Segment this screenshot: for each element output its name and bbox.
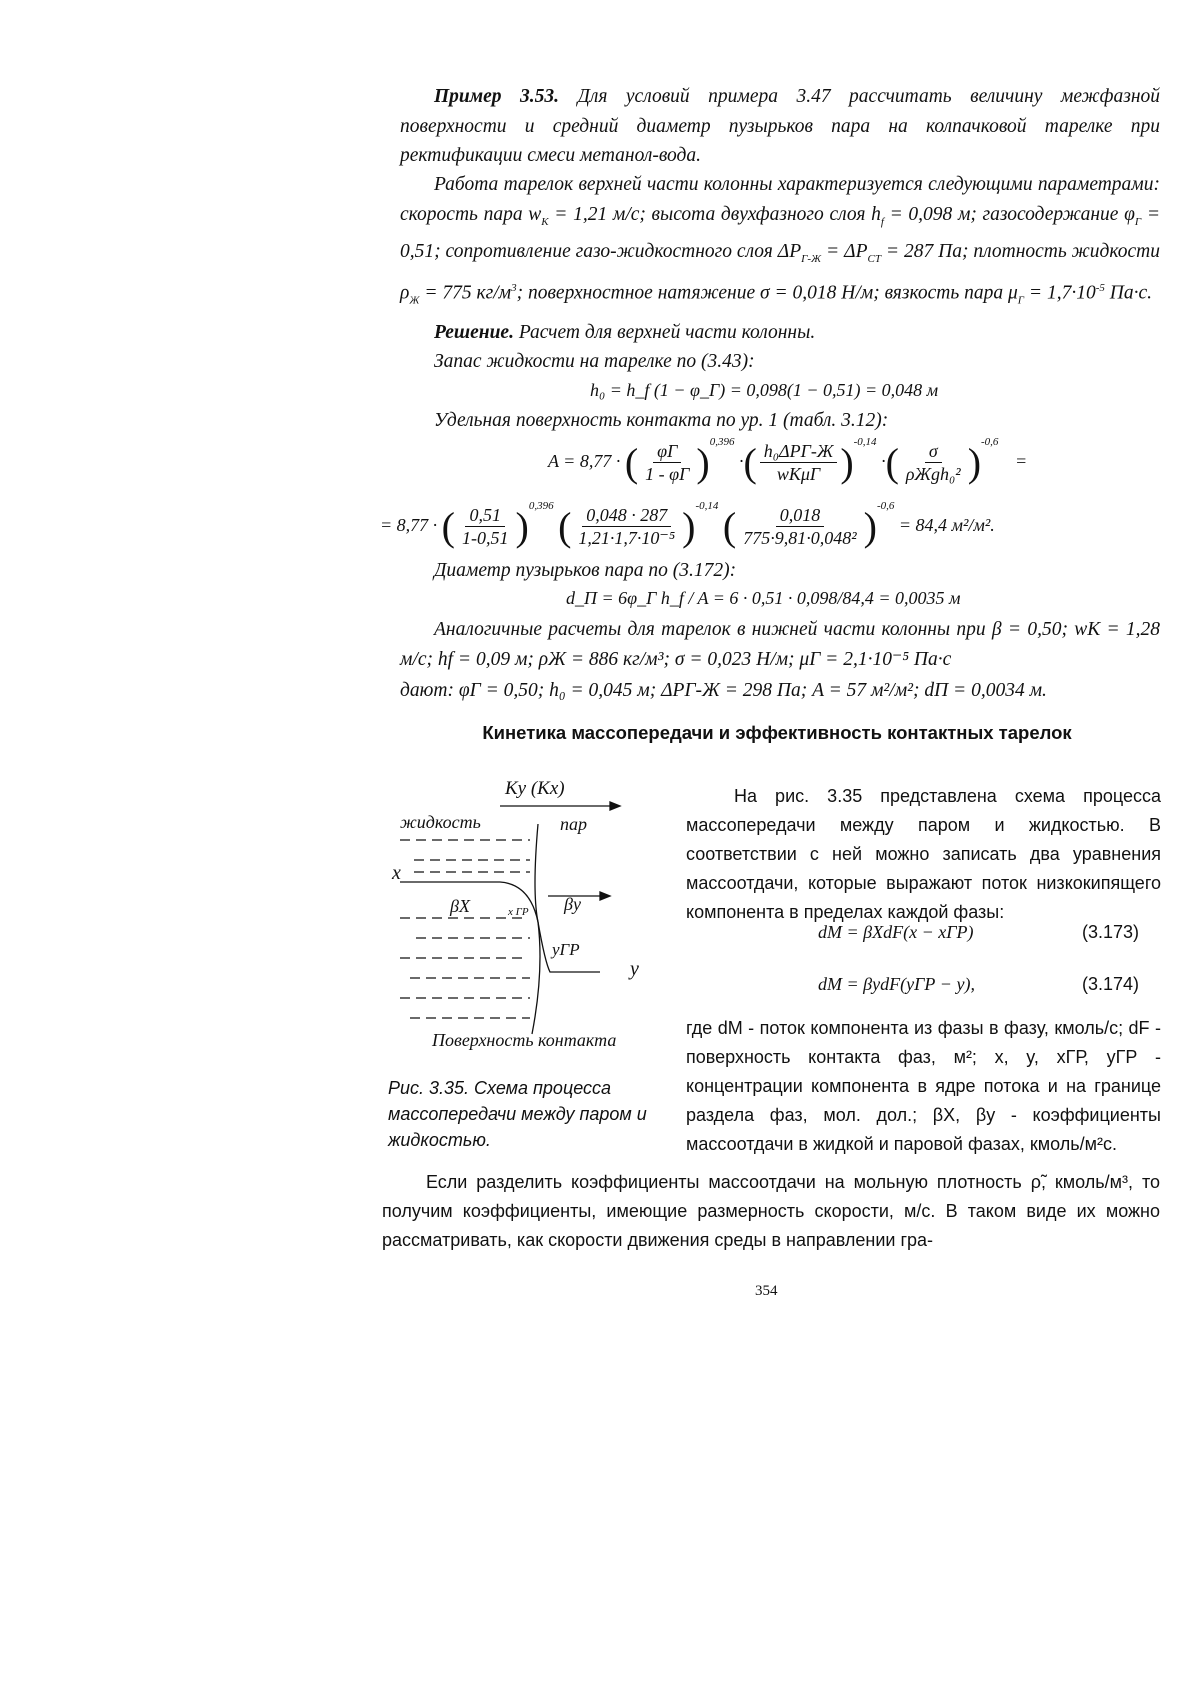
equation-3-174-number: (3.174): [1082, 974, 1140, 994]
fig-beta-x-label: βX: [450, 896, 470, 916]
equation-A: A = 8,77 · ( $\frac{\varphi Г}{1 - \varphi Г}$ )$^{0,396}$ ·( $\frac{\text{h₀ΔPГ-Ж}}{\text{wКμГ}}$ )$^{-0,14}$ ·( $\frac{\sigma}{\text{ρЖgh₀²}}$ )$^{-0,6}$ =: [548, 436, 1028, 485]
solution-line4: Диаметр пузырьков пара по (3.172):: [434, 560, 737, 581]
section-heading: Кинетика массопередачи и эффективность контактных тарелок: [482, 722, 1072, 743]
right-paragraph: На рис. 3.35 представлена схема процесса массопередачи между паром и жидкостью. В соответствии с ней можно записать два уравнения массоотдачи, которые выражают поток низкокипящего компонента в пределах каждой фазы:: [686, 786, 1161, 922]
fig-liquid-label: жидкость: [400, 812, 481, 832]
where-paragraph: где dM - поток компонента из фазы в фазу, кмоль/с; dF - поверхность контакта фаз, м²; x, y, xГР, yГР - концентрации компонента в ядре потока и на границе раздела фаз, мол. дол.; βX, βy - коэффициенты массоотдачи в жидкой и паровой фазах, кмоль/м²с.: [686, 1018, 1161, 1154]
example-label: Пример 3.53.: [434, 86, 559, 107]
solution-line5: Аналогичные расчеты для тарелок в нижней части колонны при β = 0,50; wК = 1,28 м/с; hf = 0,09 м; ρЖ = 886 кг/м³; σ = 0,023 Н/м; μГ = 2,1·10⁻⁵ Па·с: [400, 619, 1160, 670]
equation-3-173: dM = βXdF(x − xГР): [818, 922, 974, 942]
parameters-paragraph: Работа тарелок верхней части колонны характеризуется следующими параметрами: скорость пара $w_К = 1,21$ м/с; высота двухфазного слоя $h_f = 0,098$ м; газосодержание $\varphi_Г = 0,51$; сопротивление газо-жидкостного слоя $\Delta P_{Г-Ж} = \Delta P_{СТ} = 287$ Па; плотность жидкости $\rho_Ж = 775$ $кг/м^3$; поверхностное натяжение σ = 0,018 Н/м; вязкость пара $\mu_Г = 1,7\cdot 10^{-5}$ Па·с.: [400, 174, 1161, 307]
equation-A-values: = 8,77 · ( $\frac{0,51}{1-0,51}$ )$^{0,396}$ ( $\frac{0,048 \cdot 287}{\text{1,21·1,7·10⁻⁵}}$ )$^{-0,14}$ ( $\frac{0,018}{\text{775·9,81·0,048²}}$ )$^{-0,6}$ = 84,4 м²/м².: [380, 500, 995, 549]
fig-x-gr-label: x ГР: [508, 906, 529, 918]
bottom-paragraph: Если разделить коэффициенты массоотдачи на мольную плотность ρ̃, кмоль/м³, то получим коэффициенты, имеющие размерность скорости, м/с. В таком виде их можно рассматривать, как скорости движения среды в направлении гра-: [382, 1172, 1160, 1250]
fig-y-gr-label: yГР: [552, 940, 580, 959]
equation-d: d_П = 6φ_Г h_f / A = 6 · 0,51 · 0,098/84,4 = 0,0035 м: [566, 588, 961, 608]
example-text: Для условий примера 3.47 рассчитать величину межфазной поверхности и средний диаметр пузырьков пара на колпачковой тарелке при ректификации смеси метанол-вода.: [400, 86, 1160, 166]
solution-line6: дают: φГ = 0,50; h₀ = 0,045 м; ΔPГ-Ж = 298 Па; A = 57 м²/м²; dП = 0,0034 м.: [400, 680, 1047, 701]
solution-paragraph: Решение. Расчет для верхней части колонны.: [434, 322, 816, 343]
solution-line2: Запас жидкости на тарелке по (3.43):: [434, 351, 755, 372]
fig-top-label: Ky (Kx): [505, 778, 565, 799]
liquid-dashes: [400, 840, 530, 1018]
top-arrow-head: [610, 802, 620, 810]
solution-line3: Удельная поверхность контакта по ур. 1 (табл. 3.12):: [434, 410, 889, 431]
fig-y-label: y: [630, 958, 639, 980]
figure-caption: Рис. 3.35. Схема процесса массопередачи между паром и жидкостью.: [388, 1078, 647, 1150]
solution-label: Решение.: [434, 322, 514, 343]
fig-x-label: x: [392, 862, 401, 884]
fig-vapor-label: пар: [560, 814, 587, 834]
example-paragraph: [400, 82, 1160, 171]
equation-3-174: dM = βydF(yГР − y),: [818, 974, 975, 994]
equation-3-173-number: (3.173): [1082, 922, 1140, 942]
fig-beta-y-label: βy: [564, 894, 581, 914]
fig-surface-label: Поверхность контакта: [432, 1030, 617, 1050]
page-number: 354: [755, 1283, 778, 1299]
beta-y-arrow-head: [600, 892, 610, 900]
equation-h0: h₀ = h_f (1 − φ_Г) = 0,098(1 − 0,51) = 0,048 м: [590, 380, 939, 400]
